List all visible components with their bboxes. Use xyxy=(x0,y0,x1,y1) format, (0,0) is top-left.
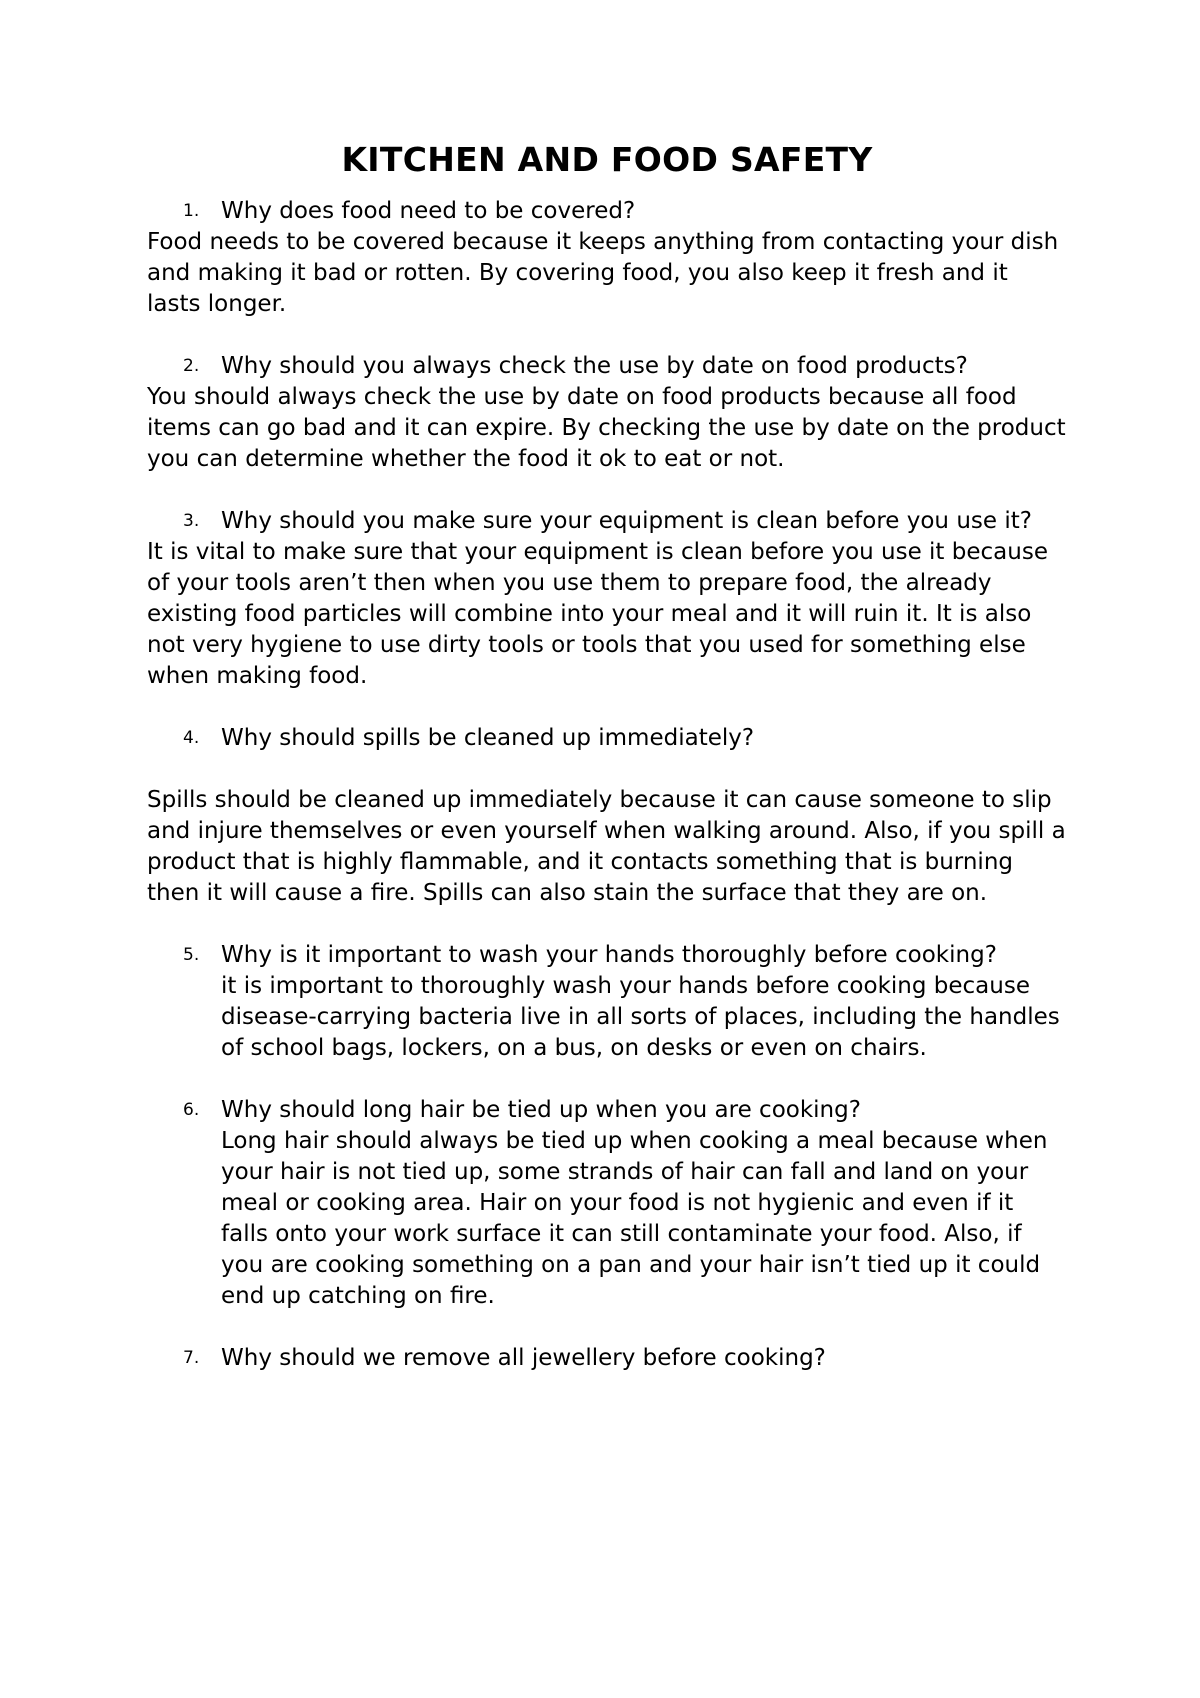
answer-6: Long hair should always be tied up when cooking a meal because when your hair is not tied up, some strands of hair can fall and land on your meal or cooking area. Hair on your food is not hygienic and even if it falls onto your work surface it can still contaminate your food. Also, if you are cooking something on a pan and your hair isn’t tied up it could end up catching on fire. xyxy=(221,1128,1048,1309)
question-text: Why does food need to be covered? xyxy=(221,198,636,224)
document-page xyxy=(147,140,1067,1374)
spacer xyxy=(147,320,1067,351)
question-4 xyxy=(147,723,1067,754)
question-7 xyxy=(147,1343,1067,1374)
question-text: Why should spills be cleaned up immediately? xyxy=(221,725,755,751)
answer-3: It is vital to make sure that your equipment is clean before you use it because of your tools aren’t then when you use them to prepare food, the already existing food particles will combine into your meal and it will ruin it. It is also not very hygiene to use dirty tools or tools that you used for something else when making food. xyxy=(147,539,1048,689)
answer-1: Food needs to be covered because it keeps anything from contacting your dish and making it bad or rotten. By covering food, you also keep it fresh and it lasts longer. xyxy=(147,229,1059,317)
question-number: 5. xyxy=(183,945,200,965)
answer-4: Spills should be cleaned up immediately because it can cause someone to slip and injure themselves or even yourself when walking around. Also, if you spill a product that is highly flammable, and it contacts something that is burning then it will cause a fire. Spills can also stain the surface that they are on. xyxy=(147,787,1066,906)
question-6 xyxy=(147,1095,1067,1126)
answer-2: You should always check the use by date on food products because all food items can go bad and it can expire. By checking the use by date on the product you can determine whether the food it ok to eat or not. xyxy=(147,384,1066,472)
question-text: Why should long hair be tied up when you are cooking? xyxy=(221,1097,861,1123)
question-number: 7. xyxy=(183,1348,200,1368)
question-number: 6. xyxy=(183,1100,200,1120)
question-number: 1. xyxy=(183,201,200,221)
document-title: KITCHEN AND FOOD SAFETY xyxy=(341,140,873,179)
spacer xyxy=(147,1312,1067,1343)
answer-5: it is important to thoroughly wash your hands before cooking because disease-carrying bacteria live in all sorts of places, including the handles of school bags, lockers, on a bus, on desks or even on chairs. xyxy=(221,973,1060,1061)
spacer xyxy=(147,909,1067,940)
question-1 xyxy=(147,196,1067,227)
spacer xyxy=(147,754,1067,785)
question-5 xyxy=(147,940,1067,971)
spacer xyxy=(147,475,1067,506)
spacer xyxy=(147,692,1067,723)
question-text: Why should you always check the use by date on food products? xyxy=(221,353,968,379)
question-number: 2. xyxy=(183,356,200,376)
question-number: 3. xyxy=(183,511,200,531)
question-text: Why should we remove all jewellery before cooking? xyxy=(221,1345,826,1371)
question-text: Why should you make sure your equipment is clean before you use it? xyxy=(221,508,1032,534)
question-number: 4. xyxy=(183,728,200,748)
question-2 xyxy=(147,351,1067,382)
question-3 xyxy=(147,506,1067,537)
question-text: Why is it important to wash your hands thoroughly before cooking? xyxy=(221,942,997,968)
spacer xyxy=(147,1064,1067,1095)
